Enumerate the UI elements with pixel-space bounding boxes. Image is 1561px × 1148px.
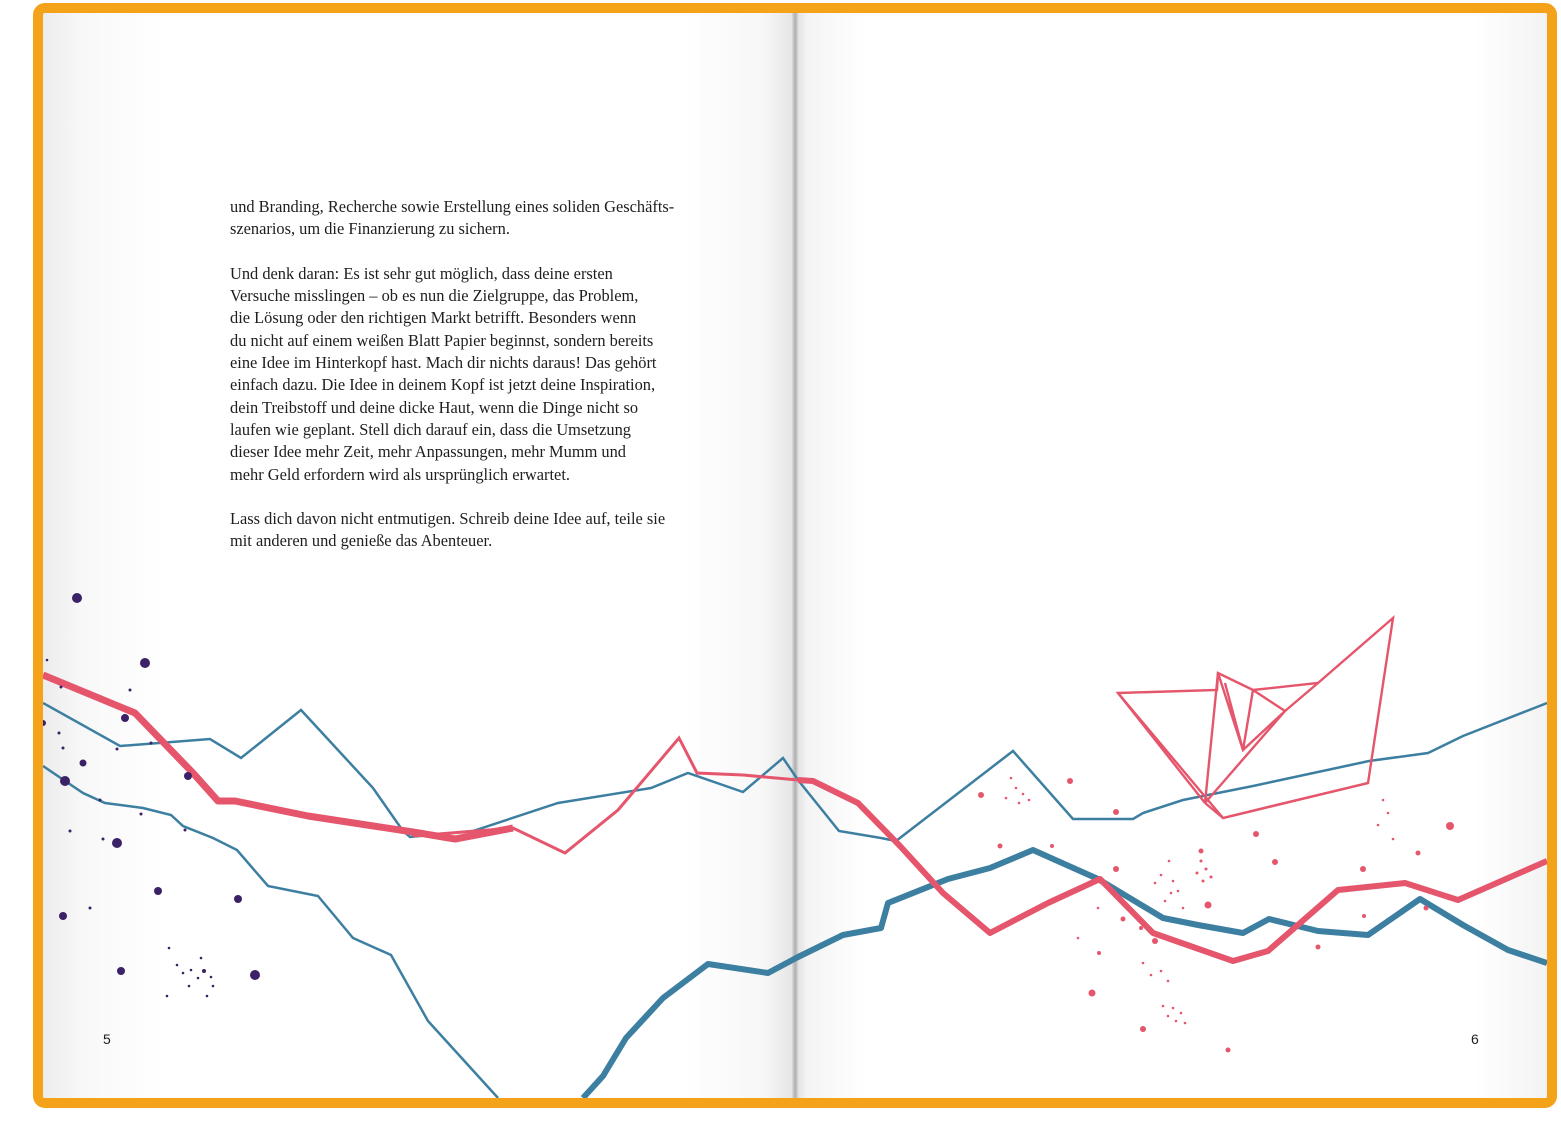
text-line: laufen wie geplant. Stell dich darauf ein, dass die Umsetzung: [230, 419, 631, 439]
text-line: mehr Geld erfordern wird als ursprünglich erwartet.: [230, 464, 570, 484]
blue-thin-line-upper: [43, 703, 1547, 841]
paragraph: [230, 508, 730, 553]
text-line: dieser Idee mehr Zeit, mehr Anpassungen, mehr Mumm und: [230, 442, 627, 462]
text-line: eine Idee im Hinterkopf hast. Mach dir nichts daraus! Das gehört: [230, 353, 657, 373]
red-thick-line-right: [798, 780, 1547, 961]
paper-boat-icon: [1118, 618, 1393, 818]
purple-dots: [43, 593, 260, 997]
book-frame: [33, 3, 1557, 1108]
text-line: szenarios, um die Finanzierung zu sichern.: [230, 219, 510, 239]
red-dots: [978, 777, 1454, 1053]
blue-thick-line: [583, 850, 1547, 1098]
page-number-left: 5: [103, 1031, 111, 1047]
text-line: mit anderen und genieße das Abenteuer.: [230, 531, 493, 551]
text-line: einfach dazu. Die Idee in deinem Kopf ist jetzt deine Inspiration,: [230, 375, 656, 395]
text-line: dein Treibstoff und deine dicke Haut, wenn die Dinge nicht so: [230, 397, 639, 417]
text-line: du nicht auf einem weißen Blatt Papier beginnst, sondern bereits: [230, 330, 654, 350]
paragraph: [230, 196, 730, 241]
text-line: Versuche misslingen – ob es nun die Zielgruppe, das Problem,: [230, 286, 639, 306]
text-line: und Branding, Recherche sowie Erstellung eines soliden Geschäfts-: [230, 197, 675, 216]
text-line: die Lösung oder den richtigen Markt betrifft. Besonders wenn: [230, 308, 637, 328]
paragraph: [230, 263, 730, 486]
book-spread: [43, 13, 1547, 1098]
body-text: [230, 196, 730, 575]
blue-thin-line-lower: [43, 766, 498, 1098]
page-number-right: 6: [1471, 1031, 1479, 1047]
text-line: Lass dich davon nicht entmutigen. Schreib deine Idee auf, teile sie: [230, 509, 666, 529]
text-line: Und denk daran: Es ist sehr gut möglich, dass deine ersten: [230, 263, 613, 283]
red-thick-line: [43, 675, 513, 839]
